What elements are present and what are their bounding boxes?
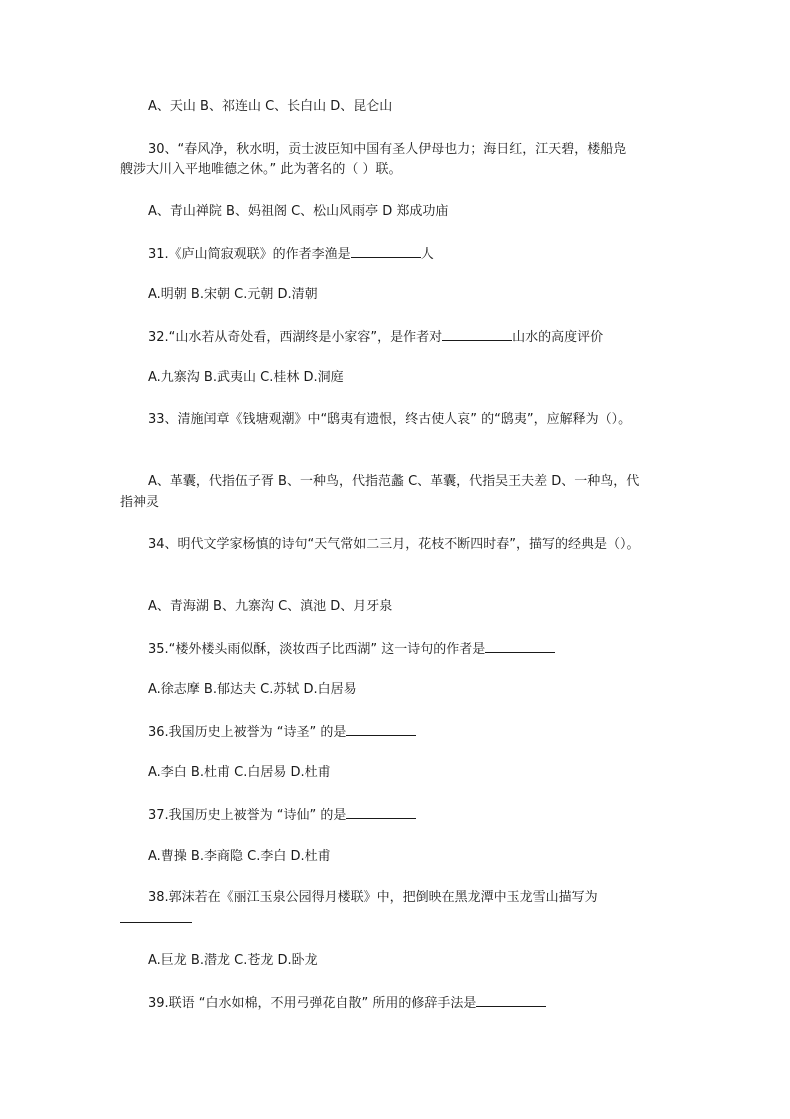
q36-text [148, 723, 416, 742]
q38-options: A.巨龙 B.潜龙 C.苍龙 D.卧龙 [148, 953, 318, 968]
q36-question: 36.我国历史上被誉为 “诗圣” 的是 [148, 725, 347, 740]
q31-options: A.明朝 B.宋朝 C.元朝 D.清朝 [148, 287, 318, 302]
q32-question: 32.“山水若从奇处看，西湖终是小家容”，是作者对 [148, 330, 443, 345]
q33-text: 33、清施闰章《钱塘观潮》中“鸱夷有遗恨，终古使人哀” 的“鸱夷”，应解释为（）。 [148, 412, 632, 427]
q39-text [148, 994, 546, 1013]
q35-text [148, 640, 555, 659]
q30-text-line1: 30、“春风净，秋水明，贡士波臣知中国有圣人伊母也力；海日红，江天碧，楼船凫 [148, 142, 627, 157]
q30-text-line2: 艘涉大川入平地唯德之休。” 此为著名的（ ）联。 [120, 162, 402, 177]
q37-options: A.曹操 B.李商隐 C.李白 D.杜甫 [148, 849, 331, 864]
q34-options: A、青海湖 B、九寨沟 C、滇池 D、月牙泉 [148, 599, 393, 614]
q37-question: 37.我国历史上被誉为 “诗仙” 的是 [148, 808, 347, 823]
q38-text: 38.郭沫若在《丽江玉泉公园得月楼联》中，把倒映在黑龙潭中玉龙雪山描写为 [148, 890, 598, 905]
answer-blank [346, 723, 416, 736]
q37-text [148, 806, 416, 825]
answer-blank [485, 640, 555, 653]
answer-blank [351, 245, 421, 258]
q32-options: A.九寨沟 B.武夷山 C.桂林 D.洞庭 [148, 370, 344, 385]
q33-options-line1: A、革囊，代指伍子胥 B、一种鸟，代指范蠡 C、革囊，代指吴王夫差 D、一种鸟，代 [148, 474, 640, 489]
answer-blank [120, 922, 192, 923]
q31-suffix: 人 [420, 247, 434, 262]
q30-options: A、青山禅院 B、妈祖阁 C、松山风雨亭 D 郑成功庙 [148, 204, 449, 219]
q32-suffix: 山水的高度评价 [512, 330, 604, 345]
q31-question: 31.《庐山简寂观联》的作者李渔是 [148, 247, 351, 262]
q34-text: 34、明代文学家杨慎的诗句“天气常如二三月，花枝不断四时春”，描写的经典是（）。 [148, 537, 640, 552]
q32-text [148, 328, 603, 347]
answer-blank [476, 994, 546, 1007]
q29-options: A、天山 B、祁连山 C、长白山 D、昆仑山 [148, 99, 393, 114]
q35-question: 35.“楼外楼头雨似酥，淡妆西子比西湖” 这一诗句的作者是 [148, 642, 486, 657]
q35-options: A.徐志摩 B.郁达夫 C.苏轼 D.白居易 [148, 682, 357, 697]
q33-options-line2: 指神灵 [120, 495, 160, 510]
q31-text [148, 245, 434, 264]
q36-options: A.李白 B.杜甫 C.白居易 D.杜甫 [148, 765, 331, 780]
answer-blank [346, 806, 416, 819]
answer-blank [442, 328, 512, 341]
q39-question: 39.联语 “白水如棉，不用弓弹花自散” 所用的修辞手法是 [148, 996, 477, 1011]
